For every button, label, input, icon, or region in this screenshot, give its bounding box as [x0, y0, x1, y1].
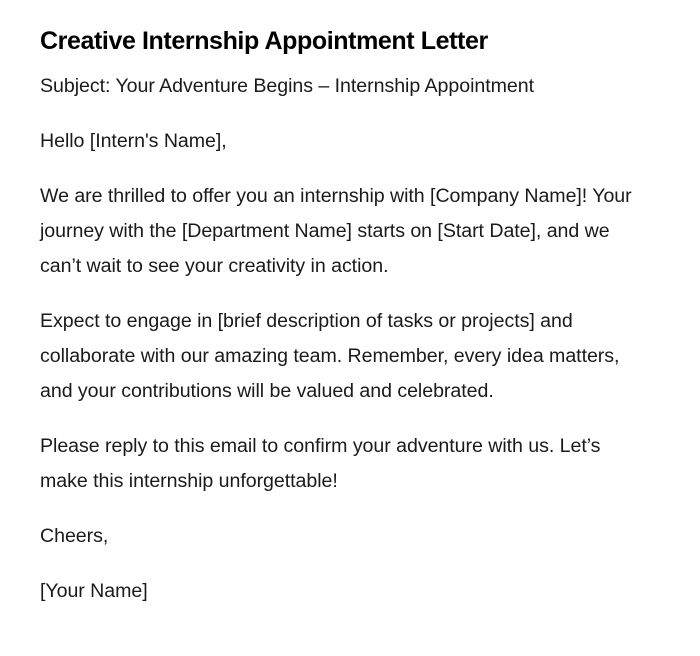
- paragraph-confirmation: Please reply to this email to confirm your adventure with us. Let’s make this internship unforgettable!: [40, 435, 601, 492]
- signature: [Your Name]: [40, 580, 148, 602]
- document-title: Creative Internship Appointment Letter: [40, 27, 488, 55]
- letter-document: [40, 26, 640, 609]
- paragraph-offer: We are thrilled to offer you an internship with [Company Name]! Your journey with the [Department Name] starts on [Start Date], and we can’t wait to see your creativity in action.: [40, 185, 632, 277]
- paragraph-expectations: Expect to engage in [brief description of tasks or projects] and collaborate with our amazing team. Remember, every idea matters, and your contributions will be valued and celebrated.: [40, 310, 620, 402]
- greeting: Hello [Intern's Name],: [40, 130, 227, 152]
- closing: Cheers,: [40, 525, 109, 547]
- subject-line: Subject: Your Adventure Begins – Internship Appointment: [40, 75, 534, 97]
